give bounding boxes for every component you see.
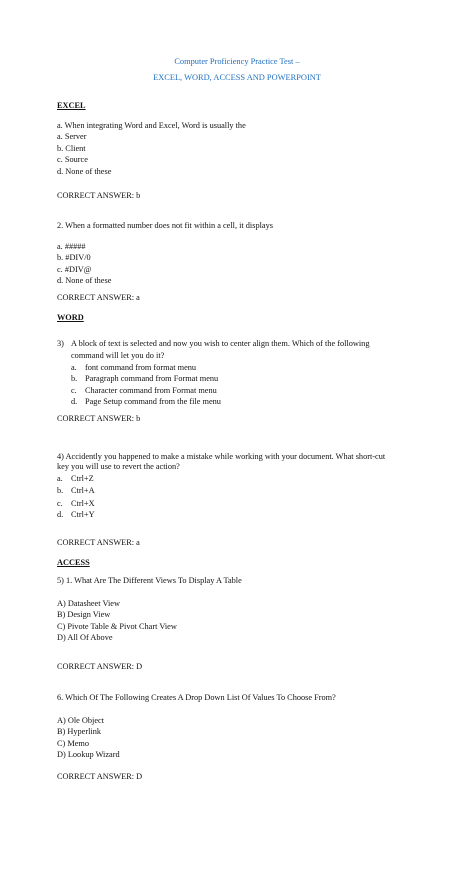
question-1-option-b: b. Client: [57, 143, 86, 153]
question-2-text: 2. When a formatted number does not fit within a cell, it displays: [57, 221, 273, 230]
question-1-text: a. When integrating Word and Excel, Word is usually the: [57, 121, 246, 130]
question-3-option-d: d. Page Setup command from the file menu: [71, 397, 221, 407]
question-4-option-a: a. Ctrl+Z: [57, 474, 94, 483]
question-1-option-d: d. None of these: [57, 166, 112, 176]
document-subtitle: EXCEL, WORD, ACCESS AND POWERPOINT: [153, 73, 321, 82]
answer-3: CORRECT ANSWER: b: [57, 414, 141, 423]
question-2-option-b: b. #DIV/0: [57, 253, 91, 263]
question-5-options: [57, 598, 177, 644]
question-6-option-a: A) Ole Object: [57, 716, 104, 725]
question-1-option-c: c. Source: [57, 155, 88, 165]
question-6-option-d: D) Lookup Wizard: [57, 750, 120, 760]
question-2-options: [57, 241, 111, 287]
question-6-text: 6. Which Of The Following Creates A Drop Down List Of Values To Choose From?: [57, 693, 336, 702]
question-4-option-c: c. Ctrl+X: [57, 499, 95, 508]
question-4-option-b: b. Ctrl+A: [57, 486, 95, 495]
section-heading-access: ACCESS: [57, 558, 90, 567]
question-6-options: [57, 715, 120, 761]
question-4-text-line2: key you will use to revert the action?: [57, 462, 180, 471]
question-3-option-c: c. Character command from Format menu: [71, 385, 217, 395]
question-3-options: [71, 362, 221, 408]
question-4-option-d: d. Ctrl+Y: [57, 510, 95, 519]
question-2-option-a: a. #####: [57, 242, 86, 251]
question-3-text-line1: A block of text is selected and now you wish to center align them. Which of the following: [71, 339, 370, 348]
question-5-option-a: A) Datasheet View: [57, 599, 120, 608]
section-heading-word: WORD: [57, 313, 84, 322]
question-1: [57, 120, 246, 177]
question-5-option-c: C) Pivote Table & Pivot Chart View: [57, 621, 177, 631]
question-5-text: 5) 1. What Are The Different Views To Display A Table: [57, 576, 242, 585]
question-6-option-b: B) Hyperlink: [57, 727, 102, 737]
question-4-text-line1: 4) Accidently you happened to make a mistake while working with your document. What short-cut: [57, 452, 386, 461]
section-heading-excel: EXCEL: [57, 101, 86, 110]
question-2-option-c: c. #DIV@: [57, 264, 92, 274]
answer-2: CORRECT ANSWER: a: [57, 293, 140, 302]
question-1-option-a: a. Server: [57, 132, 87, 142]
question-5-option-d: D) All Of Above: [57, 633, 113, 643]
answer-4: CORRECT ANSWER: a: [57, 538, 140, 547]
answer-5: CORRECT ANSWER: D: [57, 662, 143, 671]
question-3-text-line2: command will let you do it?: [71, 351, 165, 360]
question-3-option-a: a. font command from format menu: [71, 363, 197, 372]
question-3-number: 3): [57, 339, 64, 348]
question-2-option-d: d. None of these: [57, 276, 112, 286]
answer-1: CORRECT ANSWER: b: [57, 191, 141, 200]
question-6-option-c: C) Memo: [57, 738, 90, 748]
question-5-option-b: B) Design View: [57, 610, 111, 620]
document-title: Computer Proficiency Practice Test –: [174, 57, 300, 66]
question-3-option-b: b. Paragraph command from Format menu: [71, 374, 219, 384]
answer-6: CORRECT ANSWER: D: [57, 772, 143, 781]
